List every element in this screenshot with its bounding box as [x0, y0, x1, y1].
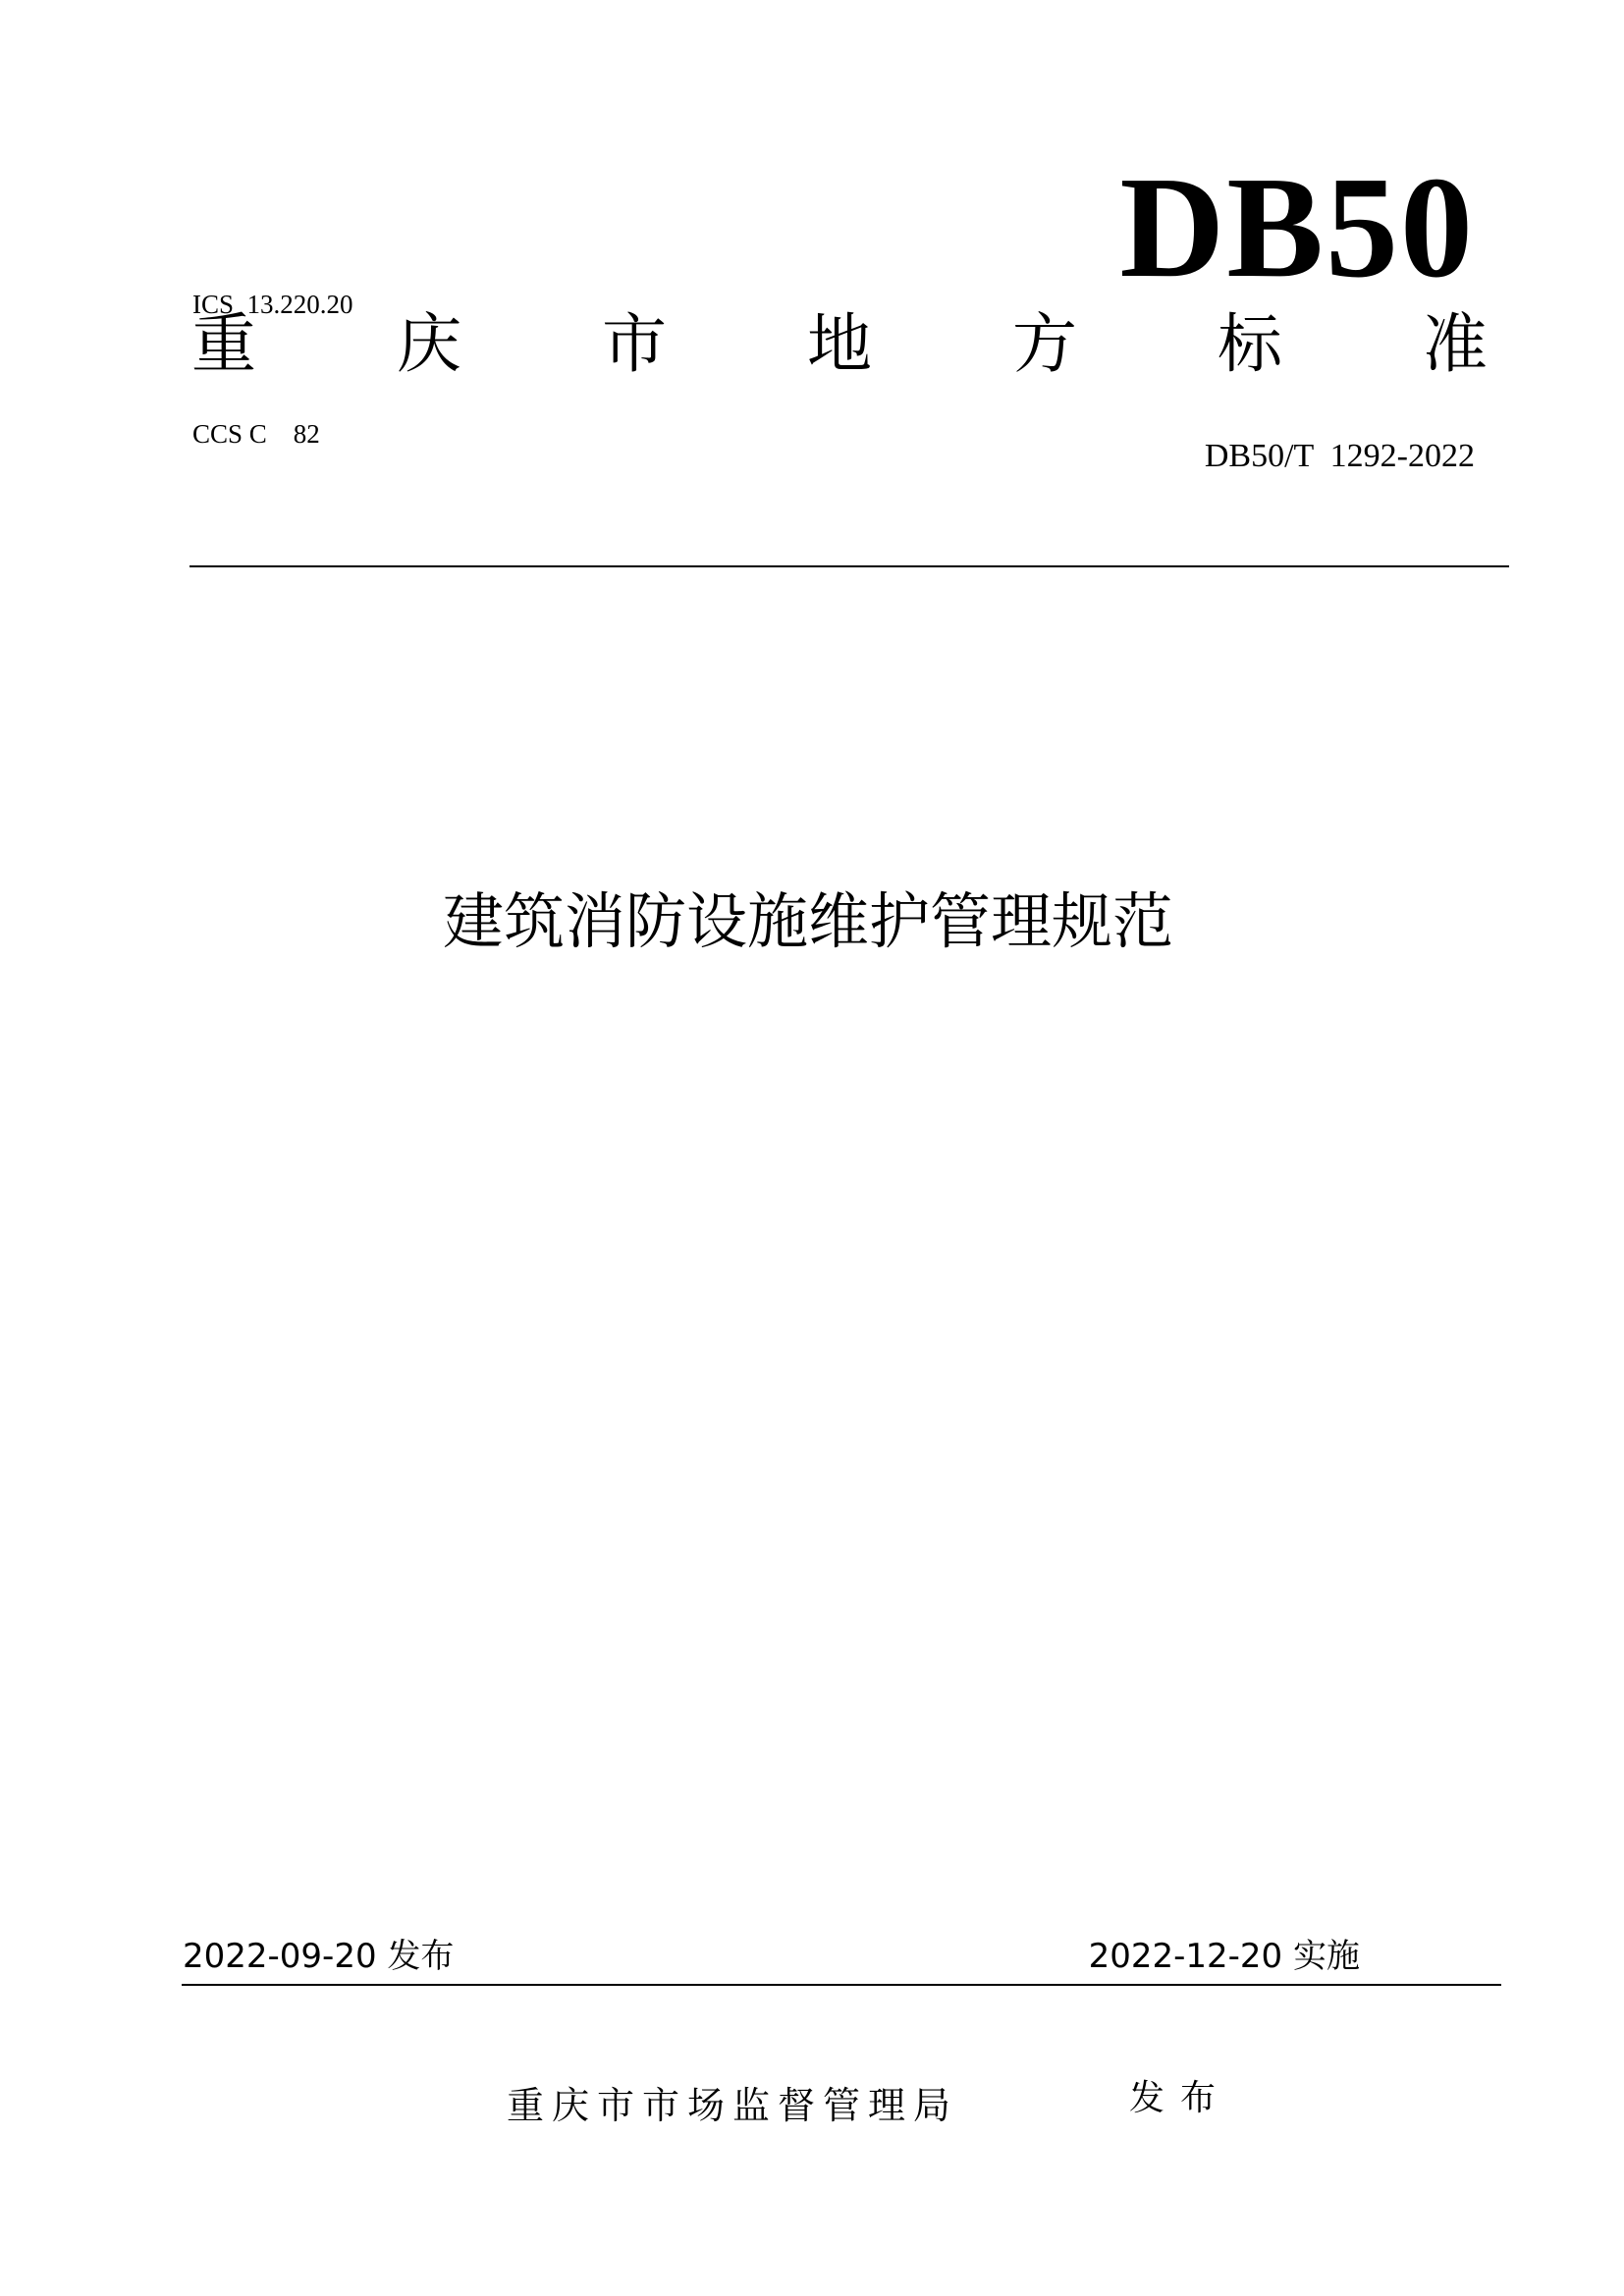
standard-type-char: 重: [191, 306, 256, 382]
implementation-date: 2022-12-20 实施: [1088, 1937, 1360, 1976]
issued-label: 发布: [1129, 2078, 1232, 2118]
standard-number: DB50/T 1292-2022: [1204, 438, 1475, 474]
standard-type-char: 标: [1218, 306, 1282, 382]
standard-type-char: 庆: [397, 306, 461, 382]
bottom-divider: [182, 1984, 1501, 1986]
top-divider: [189, 565, 1509, 567]
ics-code: ICS 13.220.20: [192, 290, 353, 319]
ccs-code: CCS C 82: [192, 419, 320, 449]
standard-type-char: 地: [807, 306, 872, 382]
standard-type-char: 准: [1423, 306, 1488, 382]
standard-type-char: 方: [1012, 306, 1077, 382]
issue-date: 2022-09-20 发布: [183, 1937, 455, 1976]
standard-type-heading: [191, 306, 1488, 382]
standard-type-char: 市: [602, 306, 667, 382]
db-code-logo: DB50: [1119, 147, 1475, 308]
document-title: 建筑消防设施维护管理规范: [442, 885, 1173, 957]
issuing-authority: 重庆市市场监督管理局: [507, 2084, 959, 2127]
